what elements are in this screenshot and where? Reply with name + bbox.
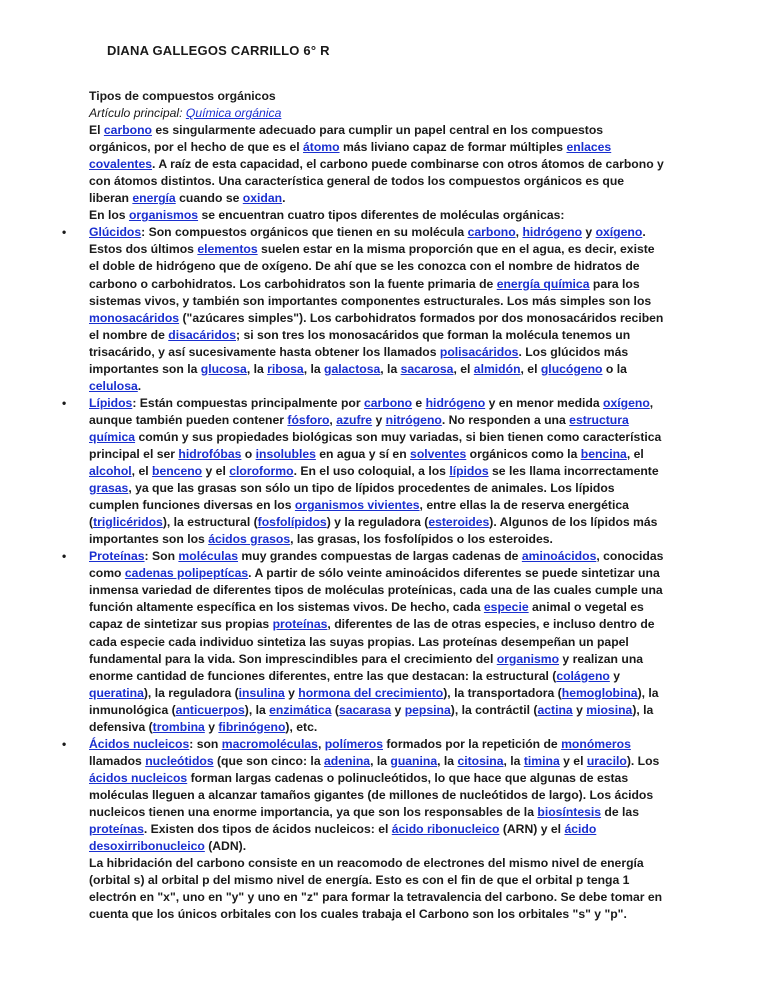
- inline-link[interactable]: disacáridos: [168, 327, 236, 342]
- text-run: común y sus propiedades biológicas son muy variadas, si bien tienen como característica principal el ser: [89, 429, 662, 461]
- inline-link[interactable]: Proteínas: [89, 549, 145, 564]
- text-run: más liviano capaz de formar múltiples: [339, 140, 567, 155]
- text-run: , el: [131, 464, 152, 479]
- inline-link[interactable]: sacarasa: [338, 702, 392, 717]
- closing-paragraph: La hibridación del carbono consiste en un reacomodo de electrones del mismo nivel de energía (orbital s) al orbital p del mismo nivel de energía. Esto es con el fin de que el orbital p tenga 1 electrón en "x", uno en "y" y uno en "z" para formar la tetravalencia del carbono. Se debe tomar en cuenta que los únicos orbitales con los cuales trabaja el Carbono son los orbitales "s" y "p".: [89, 856, 663, 922]
- text-run: , el: [520, 361, 541, 376]
- inline-link[interactable]: hidrógeno: [522, 225, 583, 240]
- bullet-marker: •: [62, 225, 67, 240]
- text-run: y: [572, 702, 587, 717]
- text-run: y el: [202, 464, 230, 479]
- inline-link[interactable]: sacarosa: [400, 361, 454, 376]
- inline-link[interactable]: miosina: [586, 702, 633, 717]
- inline-link[interactable]: biosíntesis: [537, 804, 602, 819]
- inline-link[interactable]: nitrógeno: [385, 412, 442, 427]
- inline-link[interactable]: Ácidos nucleicos: [89, 736, 190, 751]
- inline-link[interactable]: cadenas polipeptícas: [124, 566, 249, 581]
- inline-link[interactable]: enlaces covalentes: [89, 140, 612, 172]
- text-run: , la: [380, 361, 401, 376]
- inline-link[interactable]: cloroformo: [229, 464, 294, 479]
- inline-link[interactable]: alcohol: [89, 464, 132, 479]
- text-run: , el: [453, 361, 474, 376]
- text-run: ), la defensiva (: [89, 702, 654, 734]
- text-run: y en menor medida: [485, 395, 604, 410]
- inline-link[interactable]: macromoléculas: [221, 736, 318, 751]
- main-article-prefix: Artículo principal:: [89, 106, 186, 121]
- text-run: animal o vegetal es capaz de sintetizar sus propias: [89, 600, 644, 632]
- text-run: se encuentran cuatro tipos diferentes de moléculas orgánicas:: [198, 208, 565, 223]
- bullet-item-glucidos: [62, 224, 665, 394]
- text-run: y: [284, 685, 299, 700]
- text-run: . A partir de sólo veinte aminoácidos diferentes se puede sintetizar una inmensa variedad de diferentes tipos de moléculas proteínicas, cada una de las cuales cumple una función altamente específica en los sistemas vivos. De hecho, cada: [89, 566, 663, 615]
- text-run: , la: [503, 753, 524, 768]
- bullet-item-acidos-nucleicos: [62, 736, 665, 855]
- text-run: forman largas cadenas o polinucleótidos, lo que hace que algunas de estas moléculas lleguen a alcanzar tamaños gigantes (de millones de nucleótidos de largo). Los ácidos nucleicos tienen una enorme importancia, ya que son los responsables de la: [89, 770, 654, 819]
- text-run: .: [282, 191, 286, 206]
- text-run: y: [609, 668, 620, 683]
- text-run: (: [331, 702, 339, 717]
- inline-link[interactable]: ribosa: [267, 361, 304, 376]
- inline-link[interactable]: queratina: [89, 685, 144, 700]
- inline-link[interactable]: insulina: [238, 685, 285, 700]
- inline-link[interactable]: colágeno: [556, 668, 610, 683]
- text-run: . No responden a una: [441, 412, 570, 427]
- inline-link[interactable]: oxidan: [242, 191, 283, 206]
- inline-link[interactable]: polímeros: [324, 736, 383, 751]
- inline-link[interactable]: fosfolípidos: [257, 515, 327, 530]
- inline-link[interactable]: trombina: [152, 719, 205, 734]
- text-run: , la: [246, 361, 268, 376]
- inline-link[interactable]: solventes: [410, 446, 467, 461]
- text-run: , la: [370, 753, 391, 768]
- inline-link[interactable]: hidrógeno: [425, 395, 486, 410]
- inline-link[interactable]: grasas: [89, 481, 129, 496]
- text-run: ), la contráctil (: [450, 702, 538, 717]
- text-run: ). Los: [626, 753, 660, 768]
- inline-link[interactable]: triglicéridos: [93, 515, 163, 530]
- text-run: ), la transportadora (: [443, 685, 562, 700]
- inline-link[interactable]: organismos vivientes: [294, 498, 420, 513]
- lead-paragraph: [89, 207, 665, 224]
- text-run: suelen estar en la misma proporción que en el agua, es decir, existe el doble de hidrógeno que de oxígeno. De ahí que se les conozca con el nombre de hidratos de carbono o carbohidratos. Los carbohidratos son la fuente primaria de: [89, 242, 655, 291]
- text-run: ), la: [244, 702, 270, 717]
- text-run: .: [137, 378, 142, 393]
- text-run: (ARN) y el: [499, 822, 565, 837]
- inline-link[interactable]: bencina: [580, 446, 627, 461]
- text-run: y realizan una enorme cantidad de funciones diferentes, entre las que destacan: la estructural (: [89, 651, 644, 683]
- text-run: En los: [89, 208, 129, 223]
- bullet-text: [89, 736, 665, 855]
- text-run: , conocidas como: [89, 549, 664, 581]
- text-run: ) y la reguladora (: [326, 515, 429, 530]
- text-run: en agua y sí en: [315, 446, 411, 461]
- section-title: Tipos de compuestos orgánicos: [89, 89, 276, 103]
- text-run: , entre ellas la de reserva energética (: [89, 498, 629, 530]
- text-run: : son: [189, 736, 222, 751]
- text-run: formados por la repetición de: [382, 736, 562, 751]
- text-run: cuando se: [175, 191, 243, 206]
- text-run: ), etc.: [285, 719, 318, 734]
- bullet-marker: •: [62, 736, 67, 751]
- text-run: muy grandes compuestas de largas cadenas de: [238, 549, 522, 564]
- inline-link[interactable]: moléculas: [178, 549, 239, 564]
- inline-link[interactable]: almidón: [473, 361, 521, 376]
- text-run: : Están compuestas principalmente por: [132, 395, 364, 410]
- text-run: e: [412, 395, 426, 410]
- text-run: ). Algunos de los lípidos más importantes son los: [89, 515, 658, 547]
- bullet-marker: •: [62, 395, 67, 410]
- inline-link[interactable]: carbono: [103, 123, 152, 138]
- inline-link[interactable]: fósforo: [287, 412, 330, 427]
- intro-paragraph: [89, 122, 665, 207]
- inline-link[interactable]: anticuerpos: [175, 702, 245, 717]
- text-run: . Los glúcidos más importantes son la: [89, 344, 629, 376]
- bullet-item-proteinas: [62, 548, 665, 736]
- text-run: ), la inmunológica (: [89, 685, 659, 717]
- inline-link[interactable]: energía: [132, 191, 176, 206]
- text-run: orgánicos como la: [466, 446, 581, 461]
- author-name: DIANA GALLEGOS CARRILLO 6° R: [107, 43, 330, 58]
- text-run: . A raíz de esta capacidad, el carbono puede combinarse con otros átomos de carbono y con átomos distintos. Una característica general de todos los compuestos orgánicos es que liberan: [89, 157, 664, 206]
- text-run: y: [582, 225, 596, 240]
- text-run: para los sistemas vivos, y también son importantes componentes estructurales. Los más simples son los: [89, 276, 652, 308]
- inline-link[interactable]: hidrofóbas: [178, 446, 242, 461]
- text-run: ,: [317, 736, 325, 751]
- inline-link[interactable]: celulosa: [89, 378, 138, 393]
- text-run: de las: [601, 804, 639, 819]
- inline-link[interactable]: proteínas: [272, 617, 328, 632]
- inline-link[interactable]: oxígeno: [603, 395, 650, 410]
- text-run: , ya que las grasas son sólo un tipo de lípidos procedentes de animales. Los lípidos cumplen funciones diversas en los: [89, 481, 615, 513]
- inline-link[interactable]: timina: [523, 753, 560, 768]
- inline-link[interactable]: carbono: [363, 395, 413, 410]
- inline-link[interactable]: energía química: [496, 276, 590, 291]
- inline-link[interactable]: proteínas: [89, 822, 144, 837]
- text-run: , diferentes de las de otras especies, e incluso dentro de cada especie cada individuo sintetiza las suyas propias. Las proteínas desempeñan un papel fundamental para la vida. Son imprescindibles para el crecimiento del: [89, 617, 655, 666]
- text-run: ; si son tres los monosacáridos que forman la molécula tenemos un trisacárido, y así sucesivamente hasta obtener los llamados: [89, 327, 631, 359]
- inline-link[interactable]: polisacáridos: [439, 344, 519, 359]
- main-article-line: [89, 105, 665, 122]
- inline-link[interactable]: ácido ribonucleico: [391, 822, 500, 837]
- text-run: o: [241, 446, 256, 461]
- inline-link[interactable]: enzimática: [269, 702, 332, 717]
- text-run: y: [204, 719, 219, 734]
- inline-link[interactable]: nucleótidos: [145, 753, 214, 768]
- text-run: ), la estructural (: [162, 515, 258, 530]
- text-run: se les llama incorrectamente: [488, 464, 659, 479]
- inline-link[interactable]: glucógeno: [540, 361, 603, 376]
- inline-link[interactable]: benceno: [152, 464, 203, 479]
- inline-link[interactable]: ácidos nucleicos: [89, 770, 188, 785]
- text-run: . En el uso coloquial, a los: [293, 464, 450, 479]
- inline-link[interactable]: átomo: [303, 140, 340, 155]
- inline-link[interactable]: elementos: [197, 242, 258, 257]
- document-body: [62, 88, 665, 923]
- inline-link[interactable]: ácido desoxirribonucleico: [89, 822, 597, 854]
- inline-link[interactable]: organismos: [128, 208, 199, 223]
- text-run: El: [89, 123, 104, 138]
- text-run: , la: [437, 753, 458, 768]
- text-run: ,: [515, 225, 523, 240]
- text-run: : Son: [144, 549, 179, 564]
- inline-link[interactable]: insolubles: [255, 446, 316, 461]
- text-run: ,: [329, 412, 337, 427]
- bullet-text: [89, 548, 665, 736]
- text-run: . Existen dos tipos de ácidos nucleicos: el: [143, 822, 392, 837]
- inline-link[interactable]: guanina: [390, 753, 438, 768]
- inline-link[interactable]: actina: [537, 702, 573, 717]
- inline-link[interactable]: monosacáridos: [89, 310, 180, 325]
- bullet-text: [89, 224, 665, 394]
- text-run: llamados: [89, 753, 146, 768]
- text-run: es singularmente adecuado para cumplir un papel central en los compuestos orgánicos, por el hecho de que es el: [89, 123, 604, 155]
- inline-link[interactable]: monómeros: [561, 736, 631, 751]
- text-run: (que son cinco: la: [213, 753, 324, 768]
- inline-link[interactable]: galactosa: [324, 361, 381, 376]
- inline-link[interactable]: fibrinógeno: [218, 719, 286, 734]
- inline-link[interactable]: Glúcidos: [89, 225, 142, 240]
- text-run: , la: [303, 361, 325, 376]
- inline-link[interactable]: azufre: [336, 412, 373, 427]
- text-run: . Estos dos últimos: [89, 225, 646, 257]
- bullet-text: [89, 395, 665, 548]
- inline-link[interactable]: especie: [483, 600, 529, 615]
- inline-link[interactable]: esteroides: [428, 515, 490, 530]
- inline-link[interactable]: oxígeno: [595, 225, 643, 240]
- inline-link[interactable]: lípidos: [449, 464, 489, 479]
- text-run: : Son compuestos orgánicos que tienen en su molécula: [141, 225, 468, 240]
- text-run: , aunque también pueden contener: [89, 395, 654, 427]
- inline-link[interactable]: organismo: [496, 651, 560, 666]
- bullet-item-lipidos: [62, 395, 665, 548]
- inline-link[interactable]: citosina: [457, 753, 504, 768]
- inline-link[interactable]: Lípidos: [89, 395, 133, 410]
- text-run: o la: [602, 361, 627, 376]
- inline-link[interactable]: glucosa: [200, 361, 247, 376]
- inline-link[interactable]: ácidos grasos: [208, 532, 291, 547]
- text-run: (ADN).: [204, 839, 247, 854]
- text-run: y: [372, 412, 386, 427]
- inline-link[interactable]: estructura química: [89, 412, 629, 444]
- text-run: ), la reguladora (: [143, 685, 239, 700]
- inline-link[interactable]: uracilo: [586, 753, 627, 768]
- text-run: , las grasas, los fosfolípidos o los esteroides.: [290, 532, 553, 547]
- bullet-marker: •: [62, 549, 67, 564]
- text-run: ("azúcares simples"). Los carbohidratos formados por dos monosacáridos reciben el nombre de: [89, 310, 664, 342]
- inline-link[interactable]: hormona del crecimiento: [298, 685, 444, 700]
- text-run: y el: [559, 753, 587, 768]
- text-run: , el: [626, 446, 644, 461]
- main-article-link[interactable]: Química orgánica: [185, 106, 282, 121]
- inline-link[interactable]: aminoácidos: [521, 549, 597, 564]
- inline-link[interactable]: adenina: [324, 753, 371, 768]
- text-run: y: [391, 702, 405, 717]
- inline-link[interactable]: hemoglobina: [561, 685, 638, 700]
- inline-link[interactable]: carbono: [467, 225, 516, 240]
- inline-link[interactable]: pepsina: [404, 702, 451, 717]
